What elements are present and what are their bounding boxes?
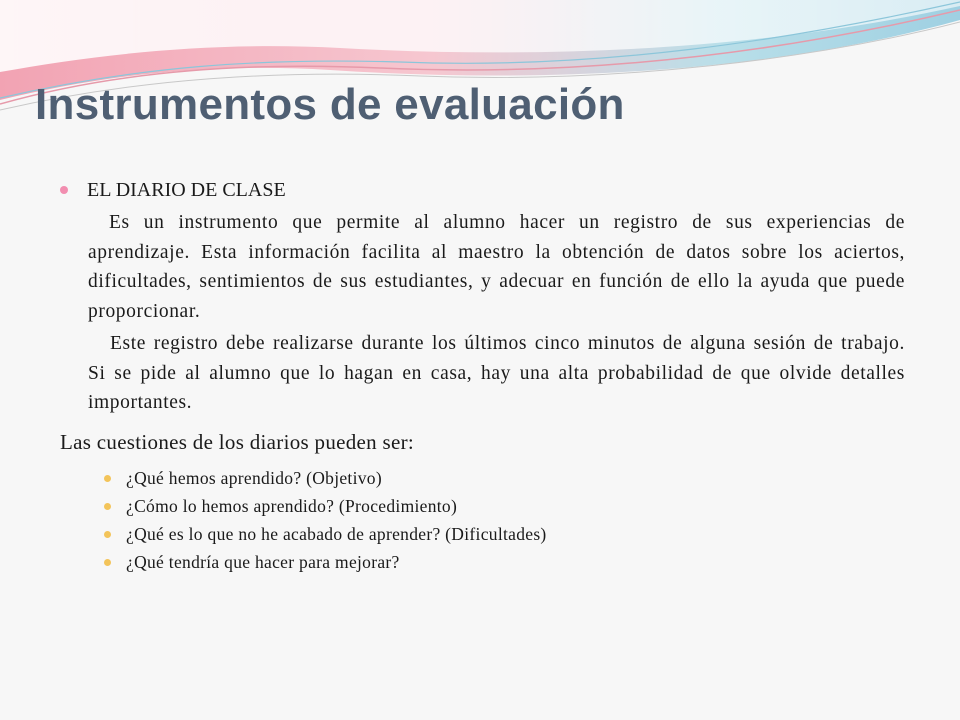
paragraph-timing: Este registro debe realizarse durante los últimos cinco minutos de alguna sesión de trabajo. Si se pide al alumno que lo hagan en casa, hay una alta probabilidad de que olvide detalles importantes. (88, 333, 905, 413)
question-text: ¿Qué tendría que hacer para mejorar? (126, 551, 400, 572)
question-text: ¿Cómo lo hemos aprendido? (Procedimiento) (126, 495, 458, 516)
bullet-icon (104, 503, 111, 510)
question-item (60, 520, 905, 548)
bullet-icon (60, 186, 68, 194)
slide-content (60, 176, 905, 576)
section-heading-text: EL DIARIO DE CLASE (87, 179, 286, 201)
question-list (60, 464, 905, 576)
bullet-icon (104, 559, 111, 566)
question-item (60, 492, 905, 520)
slide-title: Instrumentos de evaluación (35, 80, 625, 129)
paragraph-definition: Es un instrumento que permite al alumno hacer un registro de sus experiencias de aprendizaje. Esta información facilita al maestro la obtención de datos sobre los aciertos, dificultades, sentimientos de sus estudiantes, y adecuar en función de ello la ayuda que puede proporcionar. (88, 212, 905, 322)
section-heading (60, 176, 905, 204)
question-item (60, 464, 905, 492)
bullet-icon (104, 475, 111, 482)
bullet-icon (104, 531, 111, 538)
question-item (60, 548, 905, 576)
questions-heading: Las cuestiones de los diarios pueden ser: (60, 429, 415, 454)
question-text: ¿Qué hemos aprendido? (Objetivo) (126, 467, 382, 488)
question-text: ¿Qué es lo que no he acabado de aprender? (Dificultades) (126, 523, 547, 544)
